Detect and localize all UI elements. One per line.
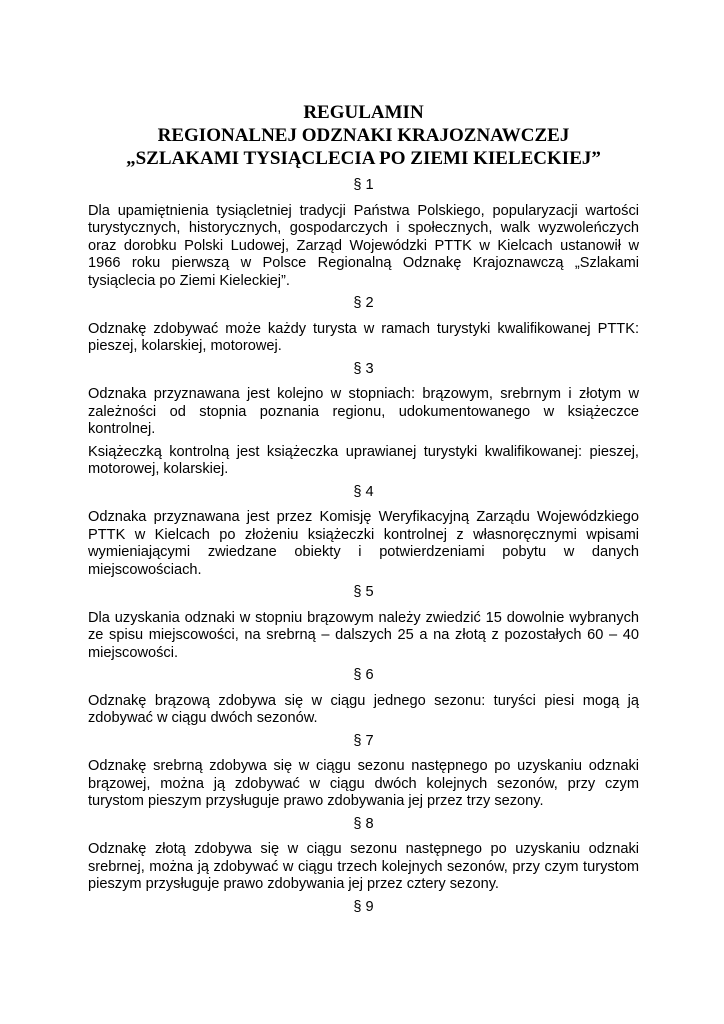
- section-paragraph: Dla upamiętnienia tysiącletniej tradycji Państwa Polskiego, popularyzacji wartości turystycznych, historycznych, gospodarczych i społecznych, walk wyzwoleńczych oraz dorobku Polski Ludowej, Zarząd Wojewódzki PTTK w Kielcach ustanowił w 1966 roku pierwszą w Polsce Regionalną Odznakę Krajoznawczą „Szlakami tysiąclecia po Ziemi Kieleckiej”.: [88, 202, 639, 289]
- section-3: [88, 361, 639, 479]
- section-5: [88, 584, 639, 662]
- document-page: [88, 101, 639, 924]
- section-9: [88, 899, 639, 917]
- section-mark: § 6: [353, 667, 374, 683]
- section-mark: § 8: [353, 815, 374, 832]
- section-mark: § 3: [353, 360, 374, 377]
- section-paragraph: Odznakę zdobywać może każdy turysta w ramach turystyki kwalifikowanej PTTK: pieszej, kolarskiej, motorowej.: [88, 320, 639, 354]
- section-2: [88, 295, 639, 356]
- section-paragraph: Odznaka przyznawana jest kolejno w stopniach: brązowym, srebrnym i złotym w zależności od stopnia poznania regionu, udokumentowanego w książeczce kontrolnej.: [88, 386, 639, 437]
- section-mark: § 7: [353, 732, 374, 749]
- section-mark: § 5: [353, 584, 374, 600]
- section-paragraph: Odznakę brązową zdobywa się w ciągu jednego sezonu: turyści piesi mogą ją zdobywać w ciągu dwóch sezonów.: [88, 692, 639, 726]
- section-paragraph: Dla uzyskania odznaki w stopniu brązowym należy zwiedzić 15 dowolnie wybranych ze spisu miejscowości, na srebrną – dalszych 25 a na złotą z pozostałych 60 – 40 miejscowości.: [88, 609, 639, 661]
- title-line-2: REGIONALNEJ ODZNAKI KRAJOZNAWCZEJ: [157, 125, 570, 146]
- section-mark: § 1: [353, 177, 374, 193]
- section-1: [88, 177, 639, 290]
- section-mark: § 2: [353, 295, 374, 311]
- title-line-1: REGULAMIN: [303, 102, 424, 123]
- title-line-3: „SZLAKAMI TYSIĄCLECIA PO ZIEMI KIELECKIEJ”: [126, 148, 601, 169]
- document-title: [88, 101, 639, 170]
- section-4: [88, 484, 639, 580]
- section-mark: § 9: [353, 898, 374, 915]
- section-6: [88, 667, 639, 728]
- section-paragraph: Książeczką kontrolną jest książeczka uprawianej turystyki kwalifikowanej: pieszej, motorowej, kolarskiej.: [88, 443, 639, 477]
- section-mark: § 4: [353, 483, 374, 500]
- section-paragraph: Odznakę złotą zdobywa się w ciągu sezonu następnego po uzyskaniu odznaki srebrnej, można ją zdobywać w ciągu trzech kolejnych sezonów, przy czym turystom pieszym przysługuje prawo zdobywania jej przez cztery sezony.: [88, 841, 639, 892]
- section-paragraph: Odznakę srebrną zdobywa się w ciągu sezonu następnego po uzyskaniu odznaki brązowej, można ją zdobywać w ciągu dwóch kolejnych sezonów, przy czym turystom pieszym przysługuje prawo zdobywania jej przez trzy sezony.: [88, 758, 639, 809]
- section-8: [88, 816, 639, 894]
- section-7: [88, 733, 639, 811]
- section-paragraph: Odznaka przyznawana jest przez Komisję Weryfikacyjną Zarządu Wojewódzkiego PTTK w Kielcach po złożeniu książeczki kontrolnej z własnoręcznymi wpisami wymieniającymi zwiedzane obiekty i potwierdzeniami pobytu w danych miejscowościach.: [88, 509, 639, 578]
